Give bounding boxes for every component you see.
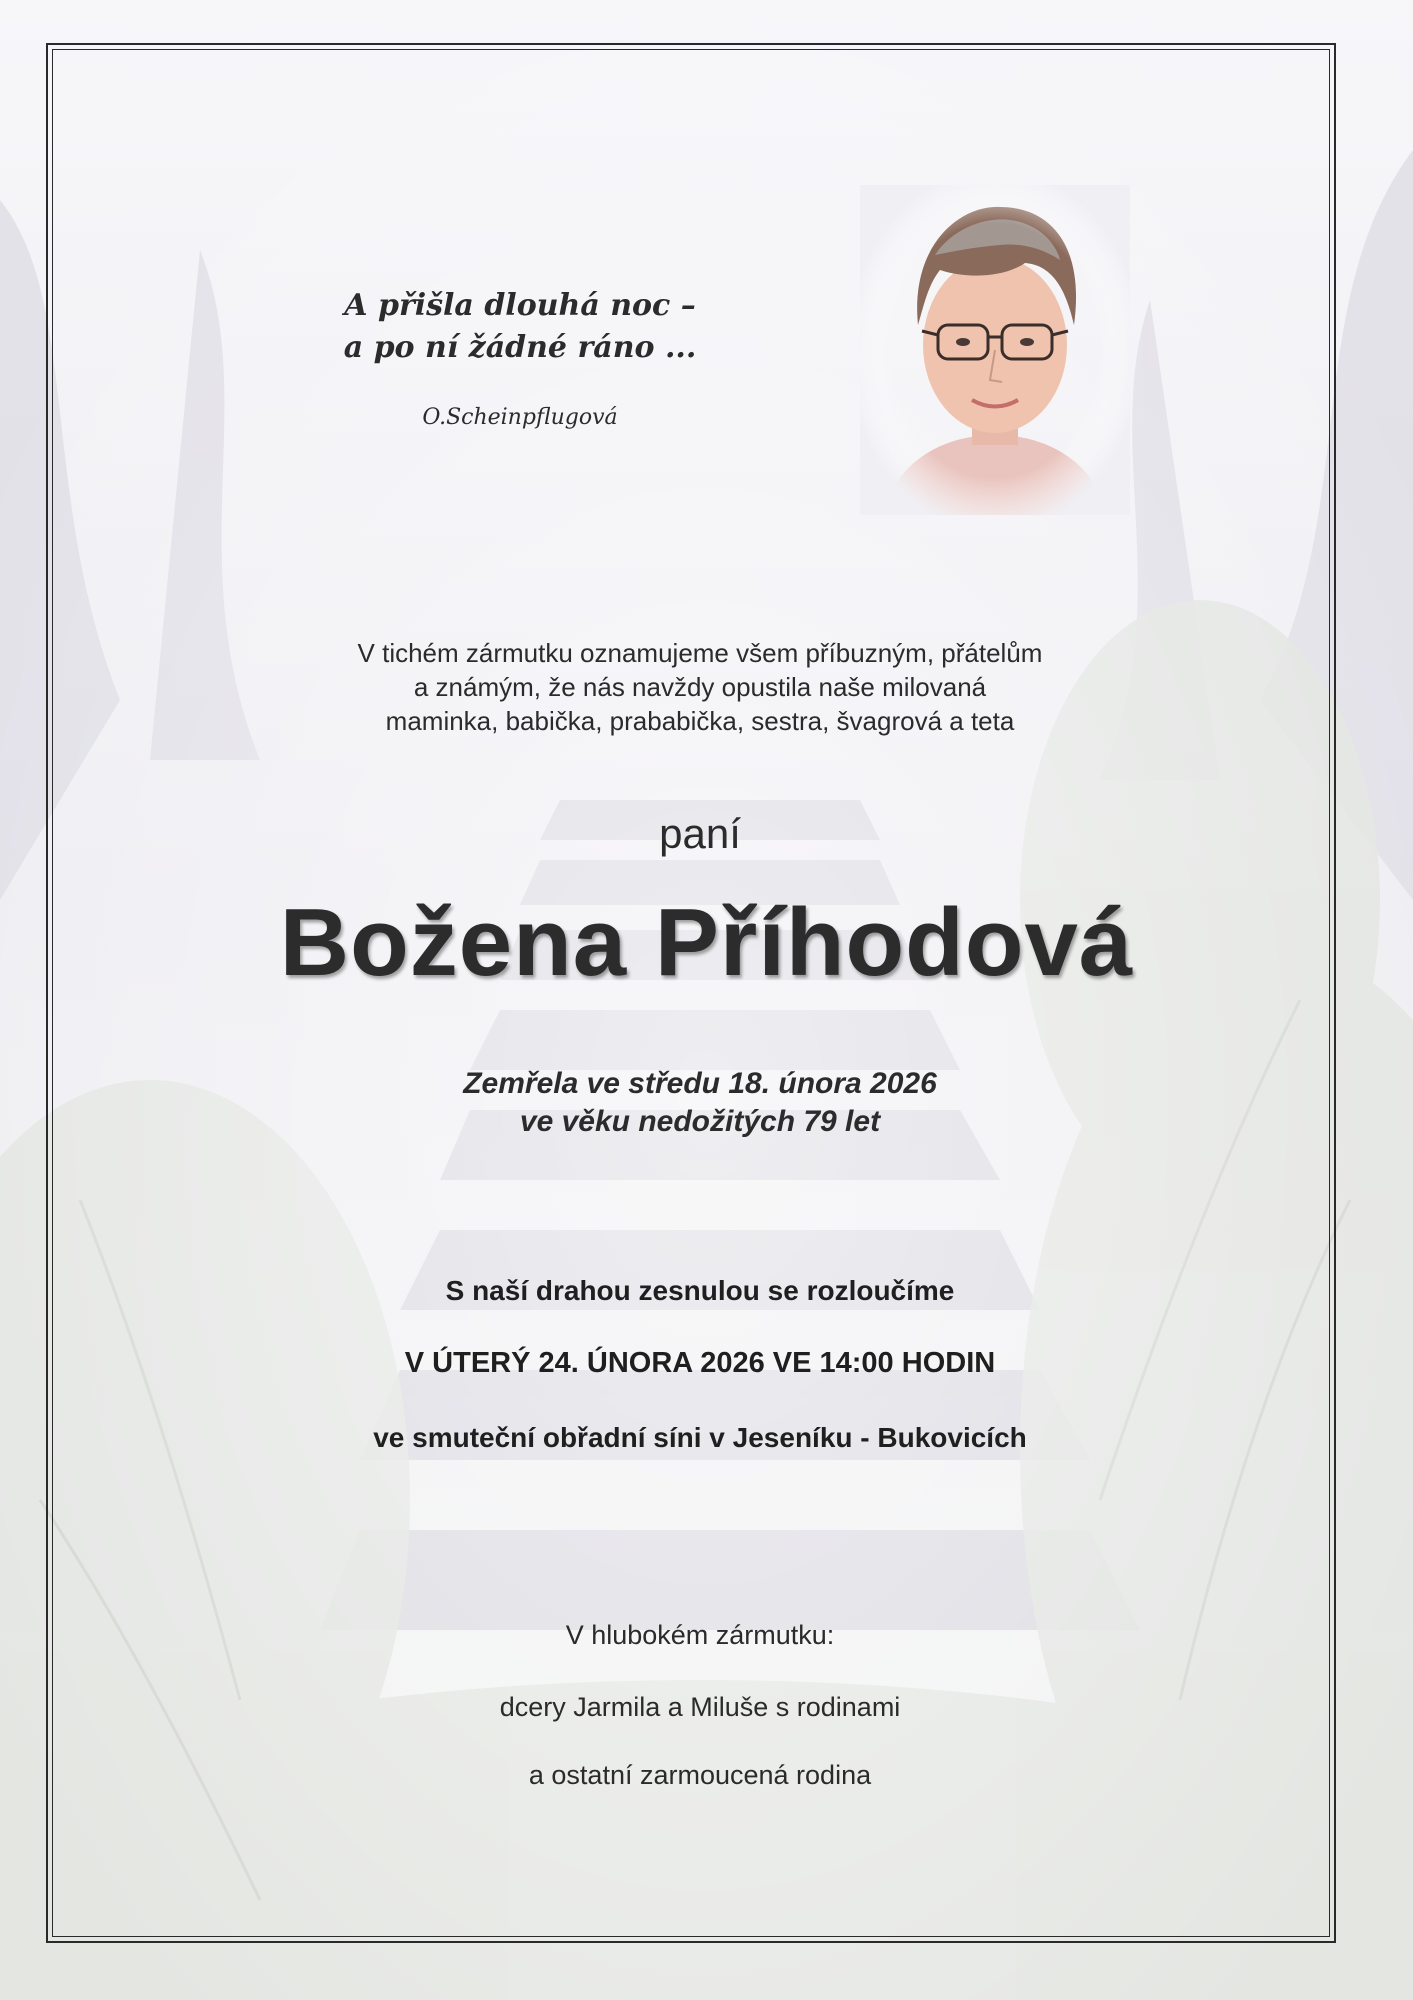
death-age: ve věku nedožitých 79 let	[519, 1105, 881, 1138]
quote-block	[300, 285, 740, 369]
announcement-line-3: maminka, babička, prababička, sestra, švagrová a teta	[385, 706, 1015, 736]
farewell-intro: S naší drahou zesnulou se rozloučíme	[445, 1275, 955, 1306]
quote-line-1: A přišla dlouhá noc –	[344, 288, 696, 323]
announcement-line-1: V tichém zármutku oznamujeme všem příbuzným, přátelům	[357, 638, 1043, 668]
death-date: Zemřela ve středu 18. února 2026	[463, 1067, 937, 1100]
mourners-line-2: a ostatní zarmoucená rodina	[528, 1760, 872, 1790]
funeral-date: V ÚTERÝ 24. ÚNORA 2026 VE 14:00 HODIN	[404, 1347, 996, 1379]
deceased-title: paní	[659, 810, 741, 857]
deceased-name: Božena Příhodová	[279, 889, 1134, 996]
mourners-line-1: dcery Jarmila a Miluše s rodinami	[499, 1692, 901, 1722]
announcement-text	[250, 636, 1150, 738]
portrait-photo	[860, 185, 1130, 515]
funeral-place: ve smuteční obřadní síni v Jeseníku - Bukovicích	[373, 1422, 1027, 1453]
death-info	[300, 1065, 1100, 1141]
quote-author: O.Scheinpflugová	[422, 405, 618, 430]
mourners-heading: V hlubokém zármutku:	[565, 1620, 835, 1650]
quote-line-2: a po ní žádné ráno ...	[343, 330, 697, 365]
announcement-line-2: a známým, že nás navždy opustila naše milovaná	[413, 672, 987, 702]
